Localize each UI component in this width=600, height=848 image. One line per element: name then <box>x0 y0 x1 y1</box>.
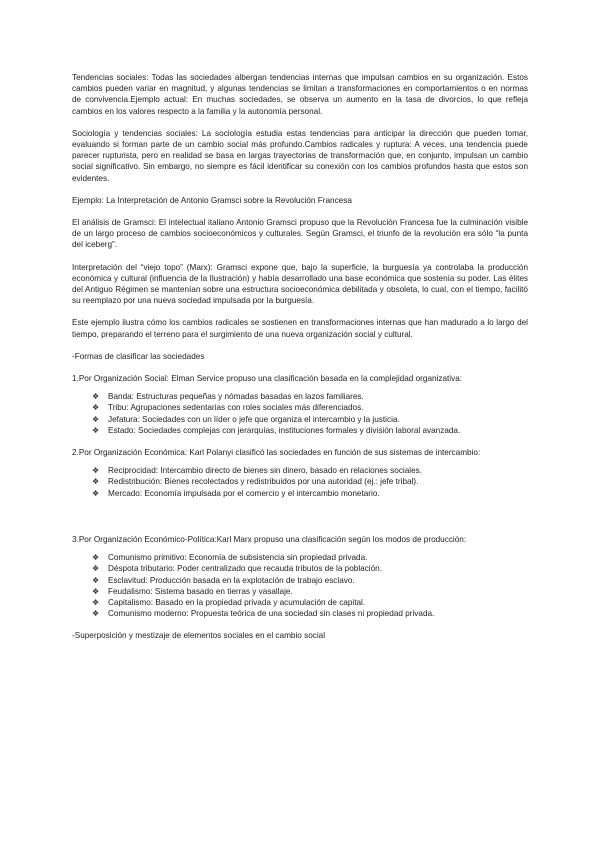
list-item-text: Reciprocidad: Intercambio directo de bienes sin dinero, basado en relaciones sociales. <box>108 466 423 476</box>
list-item <box>92 597 528 608</box>
diamond-bullet-icon: ❖ <box>92 564 100 574</box>
paragraph-organizacion-social: 1.Por Organización Social: Elman Service propuso una clasificación basada en la complejidad organizativa: <box>72 374 463 384</box>
paragraph-analisis-gramsci: El análisis de Gramsci: El intelectual italiano Antonio Gramsci propuso que la Revolución Francesa fue la culminación visible de un largo proceso de cambios socioeconómicos y culturales. Según Gramsci, el triunfo de la revolución era sólo “la punta del iceberg”. <box>72 218 528 250</box>
paragraph-organizacion-economico-politica: 3.Por Organización Económico-Política:Karl Marx propuso una clasificación según los modos de producción: <box>72 534 467 544</box>
list-item-text: Tribu: Agrupaciones sedentarias con roles sociales más diferenciados. <box>108 403 364 413</box>
list-item-text: Feudalismo: Sistema basado en tierras y vasallaje. <box>108 586 293 596</box>
list-item-text: Estado: Sociedades complejas con jerarquías, instituciones formales y división laboral avanzada. <box>108 425 461 435</box>
list-item <box>92 465 528 476</box>
diamond-bullet-icon: ❖ <box>92 392 100 402</box>
list-item <box>92 552 528 563</box>
list-item-text: Jefatura: Sociedades con un líder o jefe que organiza el intercambio y la justicia. <box>108 414 400 424</box>
diamond-bullet-icon: ❖ <box>92 425 100 435</box>
list-item <box>92 563 528 574</box>
diamond-bullet-icon: ❖ <box>92 553 100 563</box>
list-item <box>92 391 528 402</box>
diamond-bullet-icon: ❖ <box>92 586 100 596</box>
diamond-bullet-icon: ❖ <box>92 575 100 585</box>
section-heading-superposicion: -Superposición y mestizaje de elementos sociales en el cambio social <box>72 631 326 641</box>
spacer <box>72 510 528 534</box>
list-item-text: Banda: Estructuras pequeñas y nómadas basadas en lazos familiares. <box>108 392 364 402</box>
list-organizacion-social <box>72 391 528 436</box>
list-item-text: Comunismo moderno: Propuesta teórica de una sociedad sin clases ni propiedad privada. <box>108 609 435 619</box>
list-item-text: Mercado: Economía impulsada por el comercio y el intercambio monetario. <box>108 488 380 498</box>
diamond-bullet-icon: ❖ <box>92 477 100 487</box>
diamond-bullet-icon: ❖ <box>92 597 100 607</box>
list-item <box>92 402 528 413</box>
paragraph-organizacion-economica: 2.Por Organización Económica: Karl Polanyi clasificó las sociedades en función de sus sistemas de intercambio: <box>72 448 481 458</box>
diamond-bullet-icon: ❖ <box>92 414 100 424</box>
list-item-text: Déspota tributario: Poder centralizado que recauda tributos de la población. <box>108 564 382 574</box>
list-item <box>92 476 528 487</box>
list-item <box>92 608 528 619</box>
paragraph-ejemplo-ilustra: Este ejemplo ilustra cómo los cambios radicales se sostienen en transformaciones internas que han madurado a lo largo del tiempo, preparando el terreno para el surgimiento de una nueva organización social y cultural. <box>72 318 528 339</box>
paragraph-tendencias-sociales: Tendencias sociales: Todas las sociedades albergan tendencias internas que impulsan cambios en su organización. Estos cambios pueden variar en magnitud, y algunas tendencias se limitan a transformaciones en comportamientos o en normas de convivencia.Ejemplo actual: En muchas sociedades, se observa un aumento en la tasa de divorcios, lo que refleja cambios en los valores respecto a la familia y la autonomía personal. <box>72 73 528 116</box>
list-item <box>92 414 528 425</box>
list-item-text: Redistribución: Bienes recolectados y redistribuidos por una autoridad (ej.: jefe tribal). <box>108 477 419 487</box>
paragraph-viejo-topo: Interpretación del “viejo topo” (Marx): Gramsci expone que, bajo la superficie, la burguesía ya controlaba la producción económica y cultural (influencia de la Ilustración) y había desarrollado una base económica que sostenía su poder. Las élites del Antiguo Régimen se mantenían sobre una estructura socioeconómica debilitada y obsoleta, lo cual, con el tiempo, facilitó su reemplazo por una nueva sociedad impulsada por la burguesía. <box>72 262 528 306</box>
list-organizacion-economica <box>72 465 528 499</box>
diamond-bullet-icon: ❖ <box>92 466 100 476</box>
list-modos-produccion <box>72 552 528 619</box>
list-item <box>92 425 528 436</box>
list-item-text: Comunismo primitivo: Economía de subsistencia sin propiedad privada. <box>108 553 368 563</box>
list-item-text: Esclavitud: Producción basada en la explotación de trabajo esclavo. <box>108 575 355 585</box>
paragraph-sociologia-tendencias: Sociología y tendencias sociales: La sociología estudia estas tendencias para anticipar la dirección que pueden tomar, evaluando si forman parte de un cambio social más profundo.Cambios radicales y ruptura: A veces, una tendencia puede parecer rupturista, pero en realidad se basa en largas trayectorias de transformación que, en conjunto, impulsan un cambio social significativo. Sin embargo, no siempre es fácil identificar su conexión con los cambios profundos hasta que estos son evidentes. <box>72 128 528 183</box>
list-item-text: Capitalismo: Basado en la propiedad privada y acumulación de capital. <box>108 597 366 607</box>
section-heading-formas-clasificar: -Formas de clasificar las sociedades <box>72 351 205 361</box>
list-item <box>92 586 528 597</box>
diamond-bullet-icon: ❖ <box>92 609 100 619</box>
list-item <box>92 488 528 499</box>
list-item <box>92 575 528 586</box>
diamond-bullet-icon: ❖ <box>92 403 100 413</box>
diamond-bullet-icon: ❖ <box>92 488 100 498</box>
paragraph-ejemplo-gramsci-heading: Ejemplo: La Interpretación de Antonio Gramsci sobre la Revolución Francesa <box>72 195 352 205</box>
